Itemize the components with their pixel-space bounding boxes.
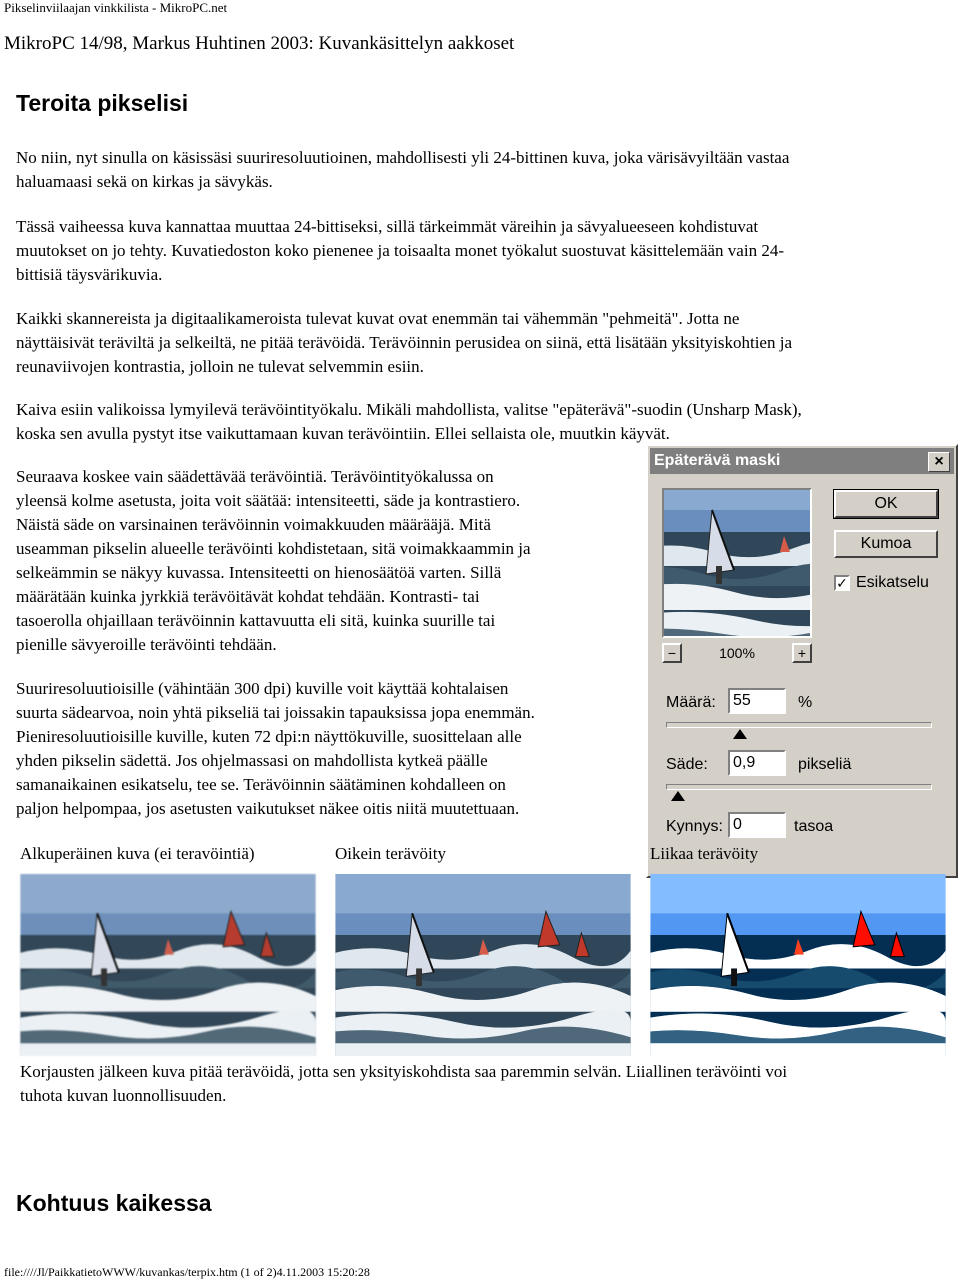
paragraph-line: Korjausten jälkeen kuva pitää terävöidä, jotta sen yksityiskohdista saa paremmin selvän. Liiallinen terävöinti voi	[20, 1062, 788, 1081]
preview-checkbox[interactable]	[834, 574, 929, 592]
paragraph-line: Näistä säde on varsinainen terävöinnin voimakkuuden määrääjä. Mitä	[16, 515, 491, 534]
paragraph-line: samanaikainen esikatselu, tee se. Terävöinnin säätäminen kohdalleen on	[16, 775, 506, 794]
zoom-level: 100%	[719, 645, 755, 661]
paragraph	[16, 215, 784, 287]
paragraph-line: haluamaasi sekä on kirkas ja sävykäs.	[16, 172, 273, 191]
caption-original: Alkuperäinen kuva (ei teravöintiä)	[20, 844, 255, 863]
section-heading: Kohtuus kaikessa	[16, 1190, 212, 1216]
paragraph-line: paljon helpompaa, jos asetusten vaikutukset näkee oitis niitä muutettuaan.	[16, 799, 520, 818]
amount-label: Määrä:	[666, 694, 716, 711]
paragraph	[16, 307, 792, 379]
ok-button[interactable]: OK	[834, 490, 938, 518]
paragraph-line: Pieniresoluutioisille kuville, kuten 72 dpi:n näyttökuville, suosittelaan alle	[16, 727, 522, 746]
paragraph-line: koska sen avulla pystyt itse vaikuttamaan kuvan terävöintiin. Ellei sellaista ole, muutkin käyvät.	[16, 424, 670, 443]
threshold-field[interactable]: 0	[728, 812, 786, 838]
paragraph-line: määrätään kuinka jyrkkiä terävöitävät kohdat tehdään. Kontrasti- tai	[16, 587, 480, 606]
threshold-label: Kynnys:	[666, 818, 723, 835]
image-caption-text	[20, 1060, 787, 1108]
radius-unit: pikseliä	[798, 756, 852, 773]
paragraph-line: Seuraava koskee vain säädettävää terävöintiä. Terävöintityökalussa on	[16, 467, 494, 486]
document-subtitle: MikroPC 14/98, Markus Huhtinen 2003: Kuvankäsittelyn aakkoset	[4, 33, 515, 54]
close-icon[interactable]: ×	[928, 452, 950, 472]
photo-correct	[335, 874, 631, 1056]
paragraph-line: useamman pikselin alueelle terävöinti kohdistetaan, sitä voimakkaammin ja	[16, 539, 531, 558]
paragraph-line: Tässä vaiheessa kuva kannattaa muuttaa 24-bittiseksi, sillä tärkeimmät väreihin ja sävyalueeseen kohdistuvat	[16, 217, 759, 236]
threshold-unit: tasoa	[794, 818, 834, 835]
unsharp-mask-dialog	[646, 444, 958, 878]
amount-slider-thumb[interactable]	[733, 729, 747, 739]
paragraph	[16, 465, 531, 657]
amount-field[interactable]: 55	[728, 688, 786, 714]
caption-correct: Oikein terävöity	[335, 844, 446, 863]
paragraph-line: näyttäisivät teräviltä ja selkeiltä, ne pitää terävöidä. Terävöinnin perusidea on siinä, että lisätään yksityiskohtien ja	[16, 333, 792, 352]
amount-slider[interactable]	[666, 722, 932, 728]
caption-too-much: Liikaa terävöity	[650, 844, 759, 863]
paragraph	[16, 398, 802, 446]
paragraph	[16, 146, 789, 194]
dialog-title: Epäterävä maski	[654, 452, 781, 469]
cancel-button[interactable]: Kumoa	[834, 530, 938, 558]
paragraph-line: suurta sädearvoa, noin yhtä pikseliä tai joissakin tapauksissa jopa enemmän.	[16, 703, 535, 722]
paragraph-line: muutokset on jo tehty. Kuvatiedoston koko pienenee ja toisaalta monet työkalut suostuvat käsittelemään vain 24-	[16, 241, 784, 260]
paragraph-line: tasoerolla ohjaillaan terävöinnin kattavuutta eli sitä, kuinka suurille tai	[16, 611, 496, 630]
zoom-out-button[interactable]: −	[662, 643, 682, 663]
radius-slider[interactable]	[666, 784, 932, 790]
paragraph	[16, 677, 535, 821]
section-heading: Teroita pikselisi	[16, 90, 189, 116]
photo-original	[20, 874, 316, 1056]
photo-too-much	[650, 874, 946, 1056]
preview-label: Esikatselu	[856, 574, 929, 591]
radius-label: Säde:	[666, 756, 708, 773]
paragraph-line: tuhota kuvan luonnollisuuden.	[20, 1086, 227, 1105]
paragraph-line: reunaviivojen kontrastia, jolloin ne tulevat selvemmin esiin.	[16, 357, 424, 376]
paragraph-line: pienille sävyeroille terävöinti tehdään.	[16, 635, 277, 654]
paragraph-line: No niin, nyt sinulla on käsissäsi suuriresoluutioinen, mahdollisesti yli 24-bittinen kuva, joka värisävyiltään vastaa	[16, 148, 790, 167]
paragraph-line: Kaikki skannereista ja digitaalikameroista tulevat kuvat ovat enemmän tai vähemmän "pehmeitä". Jotta ne	[16, 309, 740, 328]
zoom-controls	[662, 642, 812, 664]
radius-field[interactable]: 0,9	[728, 750, 786, 776]
page-footer: file:////Jl/PaikkatietoWWW/kuvankas/terpix.htm (1 of 2)4.11.2003 15:20:28	[4, 1265, 370, 1279]
paragraph-line: bittisiä täysvärikuvia.	[16, 265, 163, 284]
checkbox-check-icon[interactable]: ✓	[834, 575, 850, 591]
zoom-in-button[interactable]: +	[792, 643, 812, 663]
paragraph-line: yleensä kolme asetusta, joita voit säätää: intensiteetti, säde ja kontrastiero.	[16, 491, 521, 510]
preview-image[interactable]	[662, 488, 812, 638]
paragraph-line: yhden pikselin sädettä. Jos ohjelmassasi on mahdollista kytkeä päälle	[16, 751, 488, 770]
paragraph-line: Kaiva esiin valikoissa lymyilevä terävöintityökalu. Mikäli mahdollista, valitse "epäterävä"-suodin (Unsharp Mask),	[16, 400, 802, 419]
document-title: Pikselinviilaajan vinkkilista - MikroPC.net	[4, 0, 228, 15]
paragraph-line: Suuriresoluutioisille (vähintään 300 dpi) kuville voit käyttää kohtalaisen	[16, 679, 509, 698]
paragraph-line: selkeämmin se näkyy kuvassa. Intensiteetti on hienosäätöä varten. Sillä	[16, 563, 502, 582]
radius-slider-thumb[interactable]	[671, 791, 685, 801]
amount-unit: %	[798, 694, 813, 711]
dialog-titlebar[interactable]	[650, 448, 954, 474]
